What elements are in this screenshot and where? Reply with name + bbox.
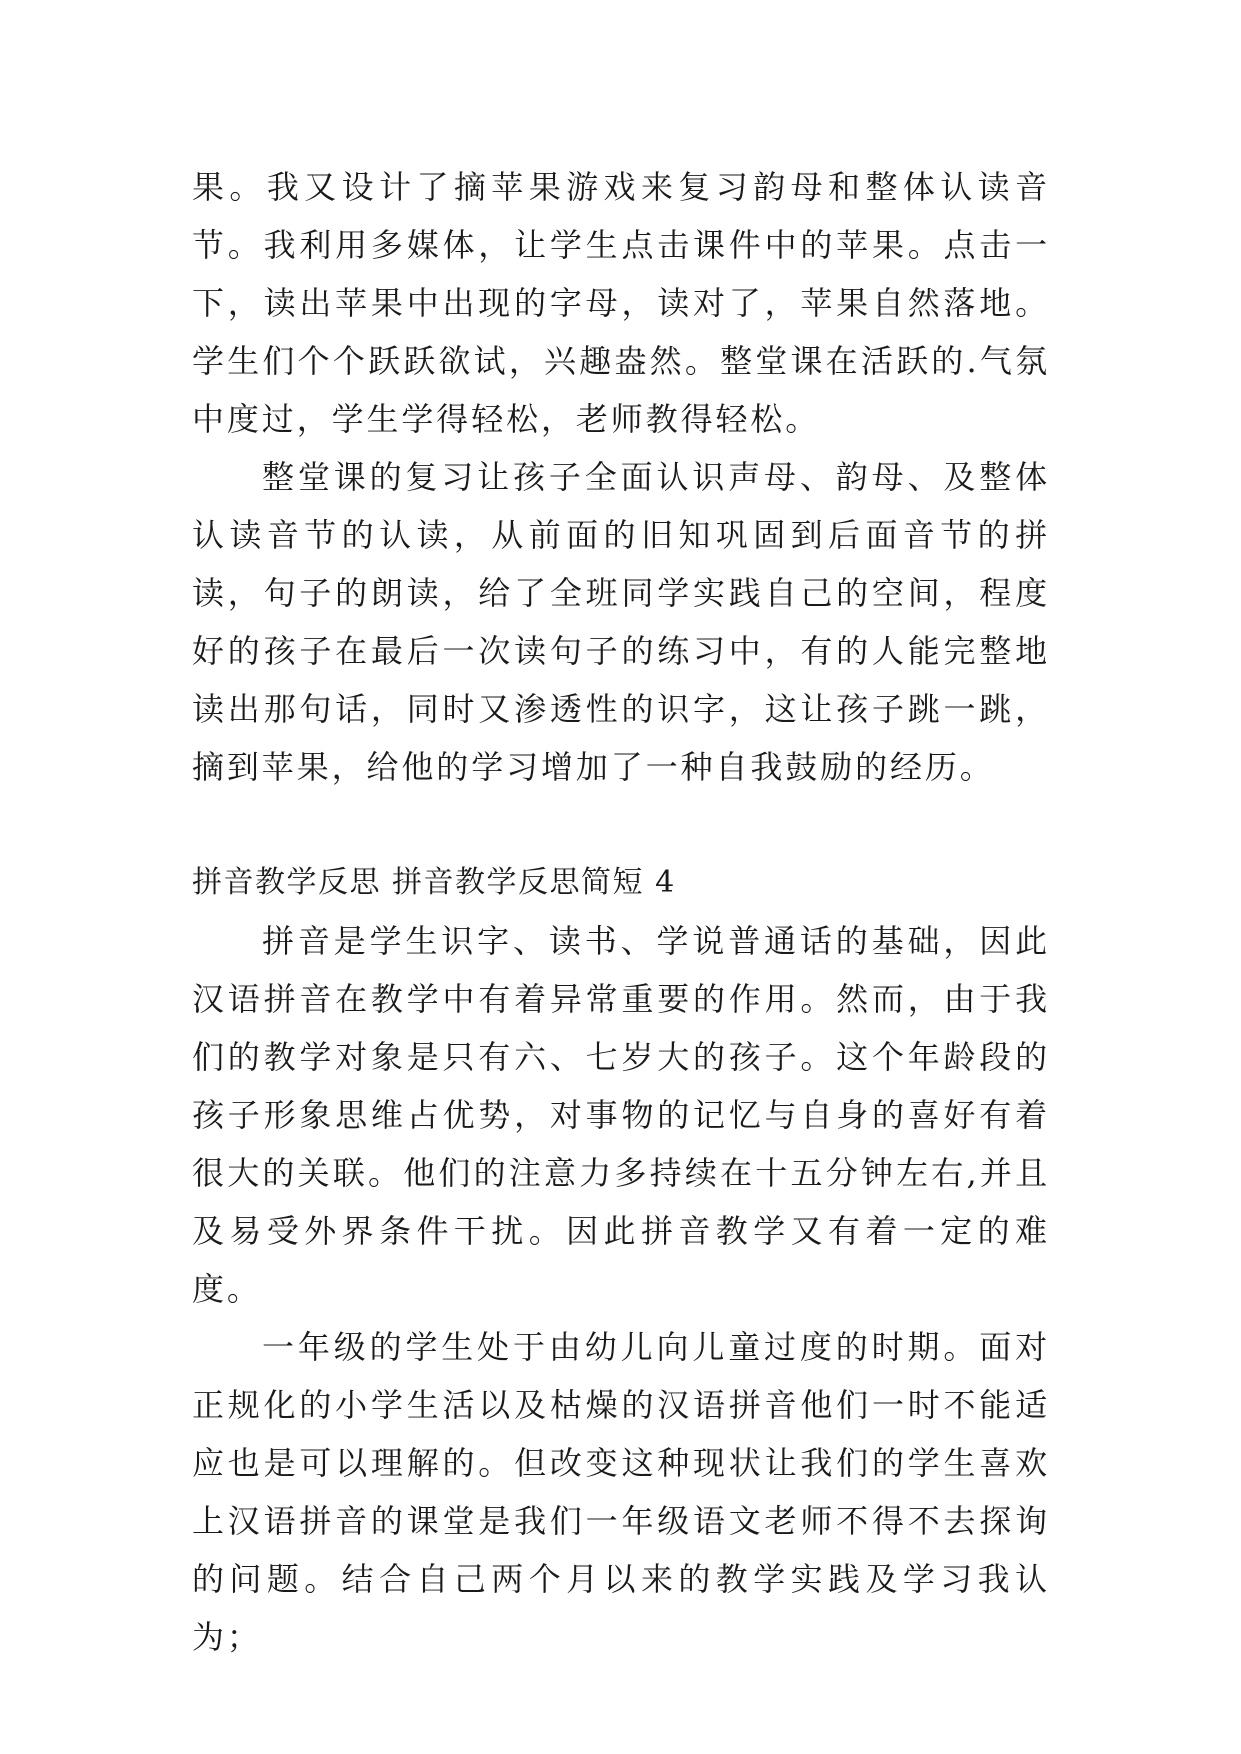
paragraph-continuation: 果。我又设计了摘苹果游戏来复习韵母和整体认读音节。我利用多媒体，让学生点击课件中的苹果。点击一下，读出苹果中出现的字母，读对了，苹果自然落地。学生们个个跃跃欲试，兴趣盎然。整堂课在活跃的.气氛中度过，学生学得轻松，老师教得轻松。 bbox=[192, 168, 1050, 438]
paragraph-review-summary: 整堂课的复习让孩子全面认识声母、韵母、及整体认读音节的认读，从前面的旧知巩固到后面音节的拼读，句子的朗读，给了全班同学实践自己的空间，程度好的孩子在最后一次读句子的练习中，有的人能完整地读出那句话，同时又渗透性的识字，这让孩子跳一跳，摘到苹果，给他的学习增加了一种自我鼓励的经历。 bbox=[192, 458, 1050, 786]
section-heading: 拼音教学反思 拼音教学反思简短 4 bbox=[192, 865, 676, 900]
paragraph-first-grade: 一年级的学生处于由幼儿向儿童过度的时期。面对正规化的小学生活以及枯燥的汉语拼音他们一时不能适应也是可以理解的。但改变这种现状让我们的学生喜欢上汉语拼音的课堂是我们一年级语文老师不得不去探询的问题。结合自己两个月以来的教学实践及学习我认为； bbox=[192, 1328, 1050, 1656]
document-body bbox=[192, 158, 1050, 1666]
paragraph-pinyin-importance: 拼音是学生识字、读书、学说普通话的基础，因此汉语拼音在教学中有着异常重要的作用。然而，由于我们的教学对象是只有六、七岁大的孩子。这个年龄段的孩子形象思维占优势，对事物的记忆与自身的喜好有着很大的关联。他们的注意力多持续在十五分钟左右,并且及易受外界条件干扰。因此拼音教学又有着一定的难度。 bbox=[192, 922, 1050, 1308]
